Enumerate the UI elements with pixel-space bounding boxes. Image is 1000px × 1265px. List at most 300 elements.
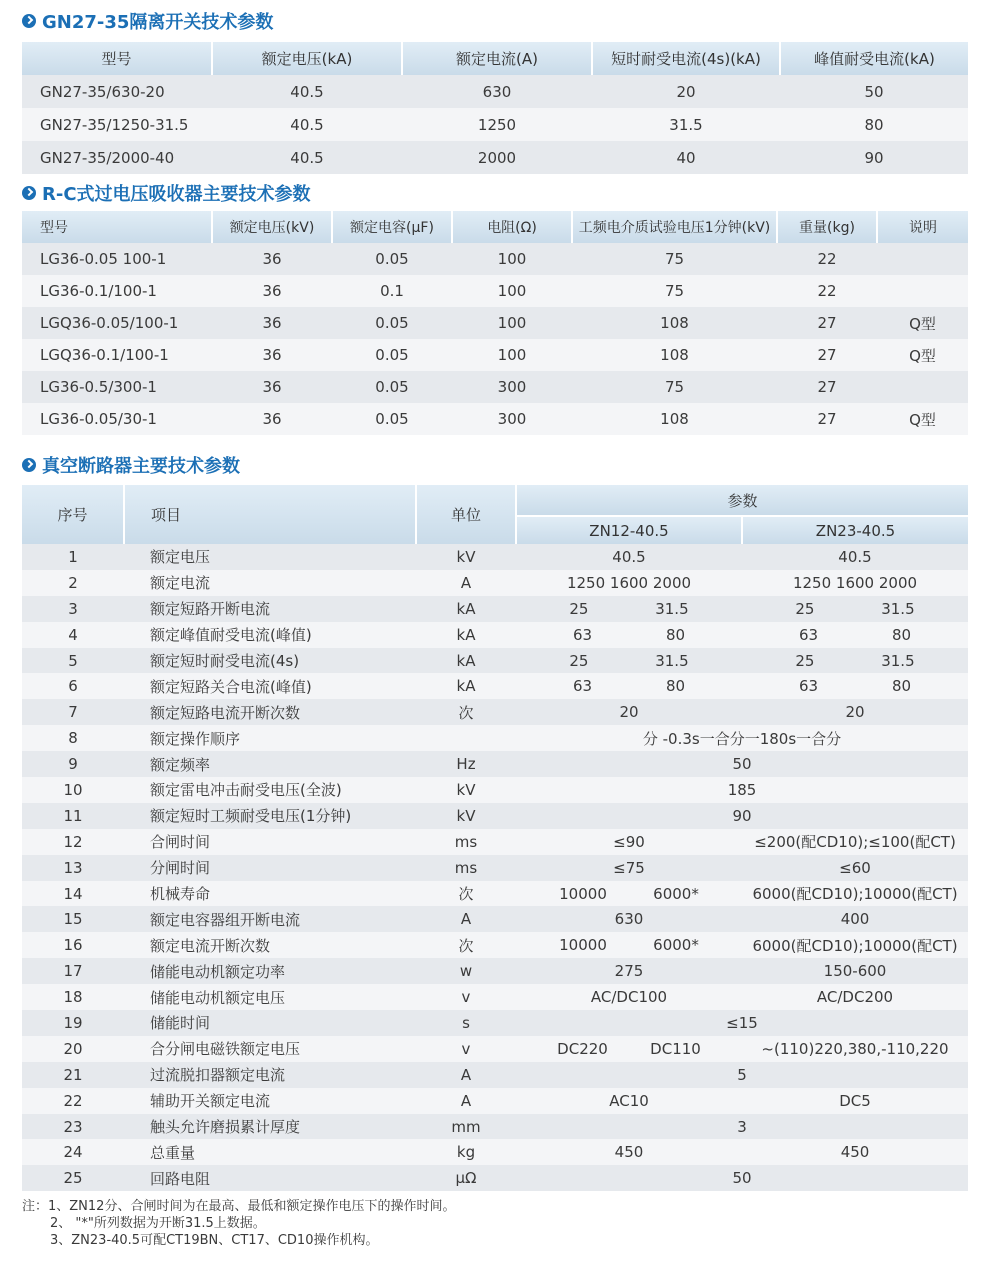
- value: 63: [572, 625, 593, 644]
- row-number: 17: [22, 958, 124, 984]
- row-value-b: [742, 673, 968, 699]
- row-number: 3: [22, 596, 124, 622]
- row-item: 额定峰值耐受电流(峰值): [124, 622, 416, 648]
- row-number: 21: [22, 1062, 124, 1088]
- table-cell: 0.05: [332, 371, 452, 403]
- value: 25: [569, 599, 589, 618]
- row-number: 8: [22, 725, 124, 751]
- table-cell: GN27-35/1250-31.5: [22, 108, 212, 141]
- table-cell: 36: [212, 275, 332, 307]
- table-body: [22, 243, 968, 435]
- row-unit: kA: [416, 648, 516, 674]
- table-cell: 100: [452, 339, 572, 371]
- table-row: [22, 108, 968, 141]
- row-value: 5: [516, 1062, 968, 1088]
- table-cell: 40.5: [212, 108, 402, 141]
- table-row: [22, 673, 968, 699]
- row-number: 11: [22, 803, 124, 829]
- row-unit: kg: [416, 1139, 516, 1165]
- row-value-b: [742, 622, 968, 648]
- value-pair: [516, 677, 742, 695]
- table-row: [22, 803, 968, 829]
- table-row: [22, 596, 968, 622]
- table-cell: 36: [212, 371, 332, 403]
- table-cell: [877, 371, 968, 403]
- column-header: 说明: [877, 211, 968, 243]
- table-row: [22, 881, 968, 907]
- circle-arrow-icon: [22, 14, 36, 28]
- value-pair: [742, 626, 968, 644]
- row-value-b: [742, 958, 968, 984]
- table-cell: 0.05: [332, 307, 452, 339]
- row-item: 额定短时工频耐受电压(1分钟): [124, 803, 416, 829]
- row-item: 辅助开关额定电流: [124, 1088, 416, 1114]
- table-cell: 50: [780, 75, 968, 108]
- row-item: 额定雷电冲击耐受电压(全波): [124, 777, 416, 803]
- row-value-b: [742, 648, 968, 674]
- table-cell: 80: [780, 108, 968, 141]
- row-unit: 次: [416, 699, 516, 725]
- column-header: 重量(kg): [777, 211, 877, 243]
- row-number: 1: [22, 544, 124, 570]
- rc-absorber-table: [22, 211, 968, 435]
- value-pair: [516, 885, 742, 903]
- table-cell: 36: [212, 243, 332, 275]
- row-value-b: [742, 881, 968, 907]
- table-row: [22, 958, 968, 984]
- row-item: 合闸时间: [124, 829, 416, 855]
- row-unit: w: [416, 958, 516, 984]
- row-number: 24: [22, 1139, 124, 1165]
- gn27-spec-table: [22, 42, 968, 174]
- value: 450: [614, 1143, 644, 1162]
- table-cell: 630: [402, 75, 592, 108]
- row-unit: kA: [416, 622, 516, 648]
- table-header-row: [22, 42, 968, 75]
- table-row: [22, 1139, 968, 1165]
- value: DC220: [557, 1039, 608, 1058]
- table-cell: 27: [777, 307, 877, 339]
- row-value-a: [516, 958, 742, 984]
- value: 275: [614, 962, 644, 981]
- value: 63: [798, 677, 819, 696]
- table-cell: Q型: [877, 307, 968, 339]
- row-value-a: [516, 648, 742, 674]
- row-value-b: [742, 544, 968, 570]
- row-number: 19: [22, 1010, 124, 1036]
- row-item: 储能电动机额定功率: [124, 958, 416, 984]
- column-header: 额定电压(kV): [212, 211, 332, 243]
- table-cell: 0.1: [332, 275, 452, 307]
- row-number: 25: [22, 1165, 124, 1191]
- table-cell: 1250: [402, 108, 592, 141]
- value: DC110: [650, 1039, 701, 1058]
- value: 6000(配CD10);10000(配CT): [752, 885, 958, 904]
- row-item: 过流脱扣器额定电流: [124, 1062, 416, 1088]
- value: 31.5: [881, 599, 915, 618]
- row-value: 分 -0.3s一合分一180s一合分: [516, 725, 968, 751]
- header-params: 参数: [516, 485, 968, 516]
- table-row: [22, 751, 968, 777]
- row-item: 额定短路开断电流: [124, 596, 416, 622]
- table-cell: 40.5: [212, 141, 402, 174]
- section-title-text: GN27-35隔离开关技术参数: [42, 12, 274, 33]
- table-cell: 22: [777, 243, 877, 275]
- value: ≤200(配CD10);≤100(配CT): [754, 833, 956, 852]
- header-no: 序号: [22, 485, 124, 544]
- table-row: [22, 1062, 968, 1088]
- note-line: 注：1、ZN12分、合闸时间为在最高、最低和额定操作电压下的操作时间。: [22, 1199, 456, 1214]
- table-row: [22, 699, 968, 725]
- section-title-text: R-C式过电压吸收器主要技术参数: [42, 184, 311, 205]
- row-unit: 次: [416, 881, 516, 907]
- row-number: 12: [22, 829, 124, 855]
- value: 40.5: [612, 547, 646, 566]
- table-row: [22, 339, 968, 371]
- table-cell: 2000: [402, 141, 592, 174]
- value-pair: [742, 652, 968, 670]
- value: 6000*: [653, 936, 699, 955]
- row-number: 18: [22, 984, 124, 1010]
- section-title-text: 真空断路器主要技术参数: [42, 456, 240, 477]
- row-value-a: [516, 984, 742, 1010]
- table-row: [22, 75, 968, 108]
- value: 630: [614, 910, 644, 929]
- table-cell: LG36-0.05 100-1: [22, 243, 212, 275]
- table-cell: 300: [452, 371, 572, 403]
- value-pair: [516, 600, 742, 618]
- row-number: 23: [22, 1114, 124, 1140]
- section-title-gn27: [22, 8, 273, 34]
- value: 63: [798, 625, 819, 644]
- table-row: [22, 371, 968, 403]
- column-header: 型号: [22, 42, 212, 75]
- value: 31.5: [655, 651, 689, 670]
- table-row: [22, 829, 968, 855]
- column-header: 工频电介质试验电压1分钟(kV): [572, 211, 777, 243]
- circle-arrow-icon: [22, 458, 36, 472]
- row-item: 额定电压: [124, 544, 416, 570]
- row-value-a: [516, 596, 742, 622]
- table-row: [22, 243, 968, 275]
- row-value-a: [516, 544, 742, 570]
- table-body: [22, 544, 968, 1191]
- row-item: 额定短路电流开断次数: [124, 699, 416, 725]
- row-unit: A: [416, 906, 516, 932]
- row-item: 分闸时间: [124, 855, 416, 881]
- row-value-b: [742, 855, 968, 881]
- column-header: 电阻(Ω): [452, 211, 572, 243]
- row-unit: A: [416, 1088, 516, 1114]
- value: 10000: [559, 884, 607, 903]
- row-value: 50: [516, 1165, 968, 1191]
- row-number: 10: [22, 777, 124, 803]
- table-cell: 27: [777, 339, 877, 371]
- value: 6000(配CD10);10000(配CT): [752, 936, 958, 955]
- table-cell: 36: [212, 403, 332, 435]
- table-cell: 0.05: [332, 339, 452, 371]
- table-row: [22, 984, 968, 1010]
- value: 80: [891, 625, 912, 644]
- table-cell: 20: [592, 75, 780, 108]
- circle-arrow-icon: [22, 186, 36, 200]
- table-row: [22, 777, 968, 803]
- table-row: [22, 544, 968, 570]
- table-cell: 0.05: [332, 243, 452, 275]
- row-unit: [416, 725, 516, 751]
- row-value-b: [742, 570, 968, 596]
- row-value: 90: [516, 803, 968, 829]
- row-number: 22: [22, 1088, 124, 1114]
- row-item: 触头允许磨损累计厚度: [124, 1114, 416, 1140]
- row-value-a: [516, 622, 742, 648]
- table-cell: 100: [452, 275, 572, 307]
- table-cell: Q型: [877, 403, 968, 435]
- row-unit: mm: [416, 1114, 516, 1140]
- table-row: [22, 648, 968, 674]
- table-row: [22, 906, 968, 932]
- note-line: 2、 "*"所列数据为开断31.5上数据。: [50, 1216, 266, 1231]
- table-cell: Q型: [877, 339, 968, 371]
- row-item: 额定短路关合电流(峰值): [124, 673, 416, 699]
- table-row: [22, 622, 968, 648]
- row-item: 储能电动机额定电压: [124, 984, 416, 1010]
- table-row: [22, 1088, 968, 1114]
- row-value-a: [516, 1139, 742, 1165]
- table-cell: 300: [452, 403, 572, 435]
- row-value-b: [742, 1036, 968, 1062]
- row-value-a: [516, 855, 742, 881]
- row-number: 13: [22, 855, 124, 881]
- table-cell: 31.5: [592, 108, 780, 141]
- table-row: [22, 403, 968, 435]
- table-row: [22, 855, 968, 881]
- value: 25: [569, 651, 589, 670]
- row-number: 14: [22, 881, 124, 907]
- value-pair: [742, 677, 968, 695]
- table-row: [22, 932, 968, 958]
- value: AC10: [609, 1091, 649, 1110]
- table-row: [22, 725, 968, 751]
- column-header: 额定电容(μF): [332, 211, 452, 243]
- value: ≤90: [613, 832, 645, 851]
- table-row: [22, 307, 968, 339]
- table-cell: 27: [777, 403, 877, 435]
- table-cell: 75: [572, 371, 777, 403]
- value-pair: [516, 936, 742, 954]
- row-unit: s: [416, 1010, 516, 1036]
- table-cell: 108: [572, 307, 777, 339]
- value: 80: [665, 625, 686, 644]
- row-value-b: [742, 596, 968, 622]
- value: DC5: [839, 1091, 871, 1110]
- value-pair: [516, 652, 742, 670]
- note-line: 3、ZN23-40.5可配CT19BN、CT17、CD10操作机构。: [50, 1233, 379, 1248]
- table-cell: [877, 243, 968, 275]
- row-unit: A: [416, 570, 516, 596]
- section-title-rc: [22, 180, 311, 206]
- value-pair: [516, 626, 742, 644]
- table-cell: 100: [452, 307, 572, 339]
- header-model-a: ZN12-40.5: [516, 516, 742, 544]
- row-number: 6: [22, 673, 124, 699]
- row-item: 回路电阻: [124, 1165, 416, 1191]
- row-item: 合分闸电磁铁额定电压: [124, 1036, 416, 1062]
- row-number: 15: [22, 906, 124, 932]
- table-cell: 108: [572, 403, 777, 435]
- row-number: 20: [22, 1036, 124, 1062]
- row-value-a: [516, 829, 742, 855]
- column-header: 峰值耐受电流(kA): [780, 42, 968, 75]
- row-item: 机械寿命: [124, 881, 416, 907]
- table-cell: GN27-35/2000-40: [22, 141, 212, 174]
- row-number: 7: [22, 699, 124, 725]
- value: ≤75: [613, 858, 645, 877]
- column-header: 额定电流(A): [402, 42, 592, 75]
- value: 40.5: [838, 547, 872, 566]
- row-unit: kV: [416, 803, 516, 829]
- value: 150-600: [823, 962, 887, 981]
- table-cell: 108: [572, 339, 777, 371]
- value: 25: [795, 599, 815, 618]
- row-value-b: [742, 1088, 968, 1114]
- table-cell: GN27-35/630-20: [22, 75, 212, 108]
- column-header: 额定电压(kA): [212, 42, 402, 75]
- value: 63: [572, 677, 593, 696]
- row-value-a: [516, 673, 742, 699]
- row-unit: A: [416, 1062, 516, 1088]
- row-value-a: [516, 906, 742, 932]
- value: 1250 1600 2000: [566, 573, 692, 592]
- row-number: 9: [22, 751, 124, 777]
- vacuum-breaker-table: [22, 485, 968, 1191]
- header-model-b: ZN23-40.5: [742, 516, 968, 544]
- value: 10000: [559, 936, 607, 955]
- table-cell: 75: [572, 243, 777, 275]
- table-cell: 22: [777, 275, 877, 307]
- row-value-a: [516, 1088, 742, 1114]
- table-row: [22, 141, 968, 174]
- table-cell: LG36-0.1/100-1: [22, 275, 212, 307]
- row-number: 4: [22, 622, 124, 648]
- table-cell: 40.5: [212, 75, 402, 108]
- value: 25: [795, 651, 815, 670]
- value: 31.5: [655, 599, 689, 618]
- row-number: 16: [22, 932, 124, 958]
- table-cell: 100: [452, 243, 572, 275]
- table-row: [22, 570, 968, 596]
- row-value: 50: [516, 751, 968, 777]
- table-header-row: [22, 211, 968, 243]
- table-cell: LGQ36-0.1/100-1: [22, 339, 212, 371]
- header-unit: 单位: [416, 485, 516, 544]
- value-pair: [742, 600, 968, 618]
- row-value: 3: [516, 1114, 968, 1140]
- row-value-a: [516, 699, 742, 725]
- table-body: [22, 75, 968, 174]
- row-value-b: [742, 984, 968, 1010]
- row-value-a: [516, 881, 742, 907]
- table-row: [22, 1165, 968, 1191]
- value: 80: [665, 677, 686, 696]
- table-row: [22, 1010, 968, 1036]
- row-unit: kV: [416, 544, 516, 570]
- table-cell: 36: [212, 307, 332, 339]
- table-cell: 75: [572, 275, 777, 307]
- row-unit: ms: [416, 829, 516, 855]
- table-cell: [877, 275, 968, 307]
- table-row: [22, 275, 968, 307]
- row-unit: v: [416, 1036, 516, 1062]
- table-cell: 27: [777, 371, 877, 403]
- value: ≤60: [839, 858, 871, 877]
- table-cell: 90: [780, 141, 968, 174]
- row-value-b: [742, 829, 968, 855]
- value: 80: [891, 677, 912, 696]
- table-cell: LG36-0.5/300-1: [22, 371, 212, 403]
- table-cell: 40: [592, 141, 780, 174]
- value: 31.5: [881, 651, 915, 670]
- row-value-a: [516, 932, 742, 958]
- row-value-a: [516, 1036, 742, 1062]
- value: 20: [845, 703, 865, 722]
- row-item: 额定电流: [124, 570, 416, 596]
- value: 450: [840, 1143, 870, 1162]
- row-item: 额定短时耐受电流(4s): [124, 648, 416, 674]
- table-cell: 0.05: [332, 403, 452, 435]
- row-item: 总重量: [124, 1139, 416, 1165]
- row-value-b: [742, 699, 968, 725]
- header-item: 项目: [124, 485, 416, 544]
- section-title-vcb: [22, 452, 240, 478]
- row-unit: 次: [416, 932, 516, 958]
- row-value-b: [742, 906, 968, 932]
- row-unit: ms: [416, 855, 516, 881]
- column-header: 短时耐受电流(4s)(kA): [592, 42, 780, 75]
- value: AC/DC200: [816, 988, 894, 1007]
- row-value-a: [516, 570, 742, 596]
- row-number: 5: [22, 648, 124, 674]
- row-item: 额定电流开断次数: [124, 932, 416, 958]
- row-value: ≤15: [516, 1010, 968, 1036]
- row-unit: v: [416, 984, 516, 1010]
- value: 400: [840, 910, 870, 929]
- table-row: [22, 1036, 968, 1062]
- row-item: 额定电容器组开断电流: [124, 906, 416, 932]
- column-header: 型号: [22, 211, 212, 243]
- row-unit: kV: [416, 777, 516, 803]
- row-unit: kA: [416, 596, 516, 622]
- table-cell: LGQ36-0.05/100-1: [22, 307, 212, 339]
- row-item: 额定操作顺序: [124, 725, 416, 751]
- row-unit: Hz: [416, 751, 516, 777]
- table-cell: LG36-0.05/30-1: [22, 403, 212, 435]
- value: 6000*: [653, 884, 699, 903]
- row-number: 2: [22, 570, 124, 596]
- row-item: 储能时间: [124, 1010, 416, 1036]
- table-cell: 36: [212, 339, 332, 371]
- row-unit: μΩ: [416, 1165, 516, 1191]
- value: AC/DC100: [590, 988, 668, 1007]
- value: 20: [619, 703, 639, 722]
- row-value-b: [742, 1139, 968, 1165]
- row-value-b: [742, 932, 968, 958]
- value: ~(110)220,380,-110,220: [761, 1039, 949, 1058]
- row-unit: kA: [416, 673, 516, 699]
- value: 1250 1600 2000: [792, 573, 918, 592]
- value-pair: [516, 1040, 742, 1058]
- row-item: 额定频率: [124, 751, 416, 777]
